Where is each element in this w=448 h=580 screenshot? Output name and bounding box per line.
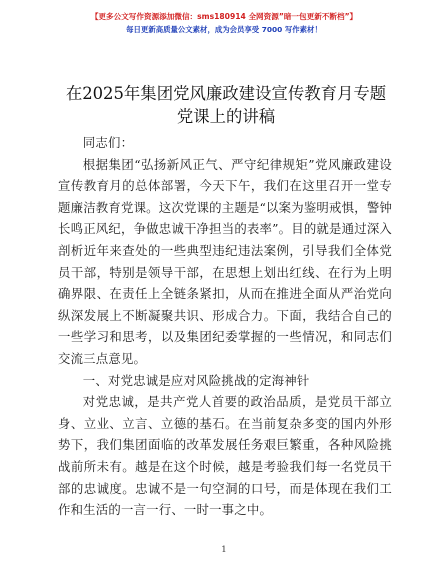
section-1-paragraph: 对党忠诚，是共产党人首要的政治品质，是党员干部立身、立业、立言、立德的基石。在当前复杂多变的国内外形势下，我们集团面临的改革发展任务艰巨繁重，各种风险挑战前所未有。越是在这个时候，越是考验我们每一名党员干部的忠诚度。忠诚不是一句空洞的口号，而是体现在我们工作和生活的一言一行、一时一事之中。 <box>58 394 392 518</box>
promo-banner-line-2: 每日更新高质量公文素材，成为会员享受 7000 写作素材！ <box>126 25 322 34</box>
document-title: 在2025年集团党风廉政建设宣传教育月专题党课上的讲稿 <box>65 84 387 126</box>
page-number: 1 <box>221 545 227 555</box>
section-heading-1: 一、对党忠诚是应对风险挑战的定海神针 <box>82 372 310 388</box>
intro-paragraph: 根据集团“弘扬新风正气、严守纪律规矩”党风廉政建设宣传教育月的总体部署，今天下午，我们在这里召开一堂专题廉洁教育党课。这次党课的主题是“以案为鉴明戒惧，警钟长鸣正风纪，争做忠诚干净担当的表率”。目的就是通过深入剖析近年来查处的一些典型违纪违法案例，引导我们全体党员干部，特别是领导干部，在思想上划出红线、在行为上明确界限、在责任上全链条紧扣，从而在推进全面从严治党向纵深发展上不断凝聚共识、形成合力。下面，我结合自己的一些学习和思考，以及集团纪委掌握的一些情况，和同志们交流三点意见。 <box>58 156 392 366</box>
promo-banner <box>0 10 448 36</box>
salutation: 同志们： <box>82 135 134 150</box>
document-body <box>58 132 392 521</box>
promo-banner-line-1: 【更多公文写作资源添加微信：sms180914 全网资源”暗一包更新不断档”】 <box>90 12 358 21</box>
